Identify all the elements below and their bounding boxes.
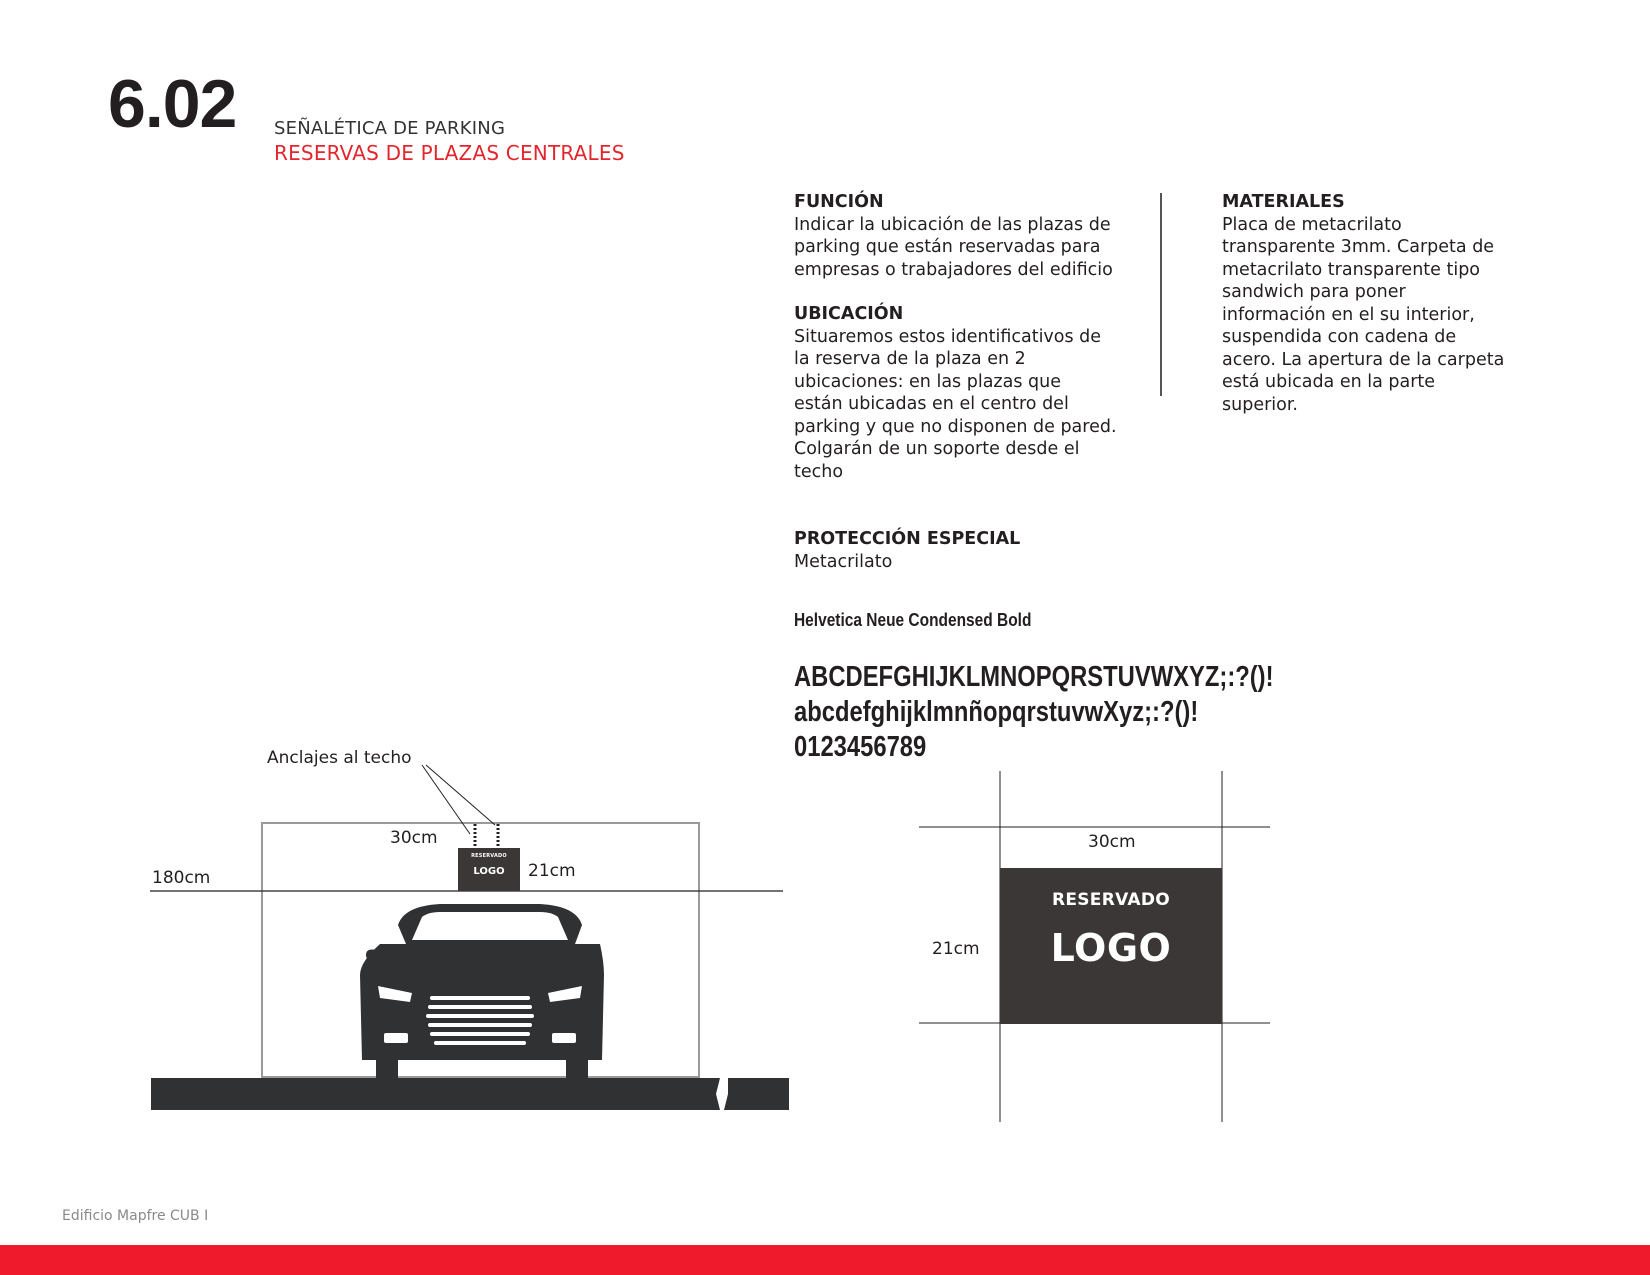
anchors-label: Anclajes al techo [267,748,412,768]
reserved-sign-large [1000,868,1222,1024]
materiales-line: transparente 3mm. Carpeta de [1222,237,1495,257]
ubicacion-line: parking y que no disponen de pared. [794,416,1117,437]
sign-width-label: 30cm [1088,832,1136,852]
materiales-line: está ubicada en la parte [1222,372,1436,392]
ubicacion-line: la reserva de la plaza en 2 [794,349,1026,369]
typeface-uppercase: ABCDEFGHIJKLMNOPQRSTUVWXYZ;:?()! [794,661,1274,693]
sign-reserved-text: RESERVADO [1051,890,1171,910]
ubicacion-line: ubicaciones: en las plazas que [794,371,1061,392]
ubicacion-line: Situaremos estos identificativos de [794,326,1102,347]
materiales-line: metacrilato transparente tipo [1222,259,1481,280]
sign-height-label: 21cm [932,939,980,959]
materiales-heading: MATERIALES [1222,192,1345,212]
materiales-line: suspendida con cadena de [1222,327,1457,347]
typeface-lowercase: abcdefghijklmnñopqrstuvwXyz;:?()! [794,696,1199,728]
proteccion-heading: PROTECCIÓN ESPECIAL [794,529,1021,549]
ubicacion-heading: UBICACIÓN [794,304,904,324]
footer-text: Edificio Mapfre CUB I [62,1208,209,1224]
funcion-line: empresas o trabajadores del edificio [794,259,1113,280]
height-label: 21cm [528,861,576,881]
materiales-line: Placa de metacrilato [1222,214,1402,235]
materiales-line: información en el su interior, [1222,304,1475,325]
funcion-line: parking que están reservadas para [794,237,1101,257]
section-number: 6.02 [108,66,237,142]
ubicacion-line: Colgarán de un soporte desde el [794,439,1080,459]
sign-logo-text: LOGO [473,866,505,877]
funcion-heading: FUNCIÓN [794,192,884,212]
width-label: 30cm [390,828,438,848]
funcion-line: Indicar la ubicación de las plazas de [794,214,1111,235]
materiales-line: sandwich para poner [1222,282,1406,302]
materiales-line: superior. [1222,394,1298,415]
footer-brand-bar [0,1245,1650,1275]
sign-reserved-text: RESERVADO [471,853,507,859]
sign-logo-text: LOGO [1050,926,1172,970]
ubicacion-line: están ubicadas en el centro del [794,394,1069,414]
materiales-line: acero. La apertura de la carpeta [1222,349,1505,370]
typeface-name: Helvetica Neue Condensed Bold [794,610,1032,630]
ubicacion-line: techo [794,461,844,482]
hang-height-label: 180cm [152,868,211,888]
proteccion-body: Metacrilato [794,551,893,572]
section-title: RESERVAS DE PLAZAS CENTRALES [274,141,625,165]
typeface-digits: 0123456789 [794,731,927,763]
section-category: SEÑALÉTICA DE PARKING [274,118,506,139]
